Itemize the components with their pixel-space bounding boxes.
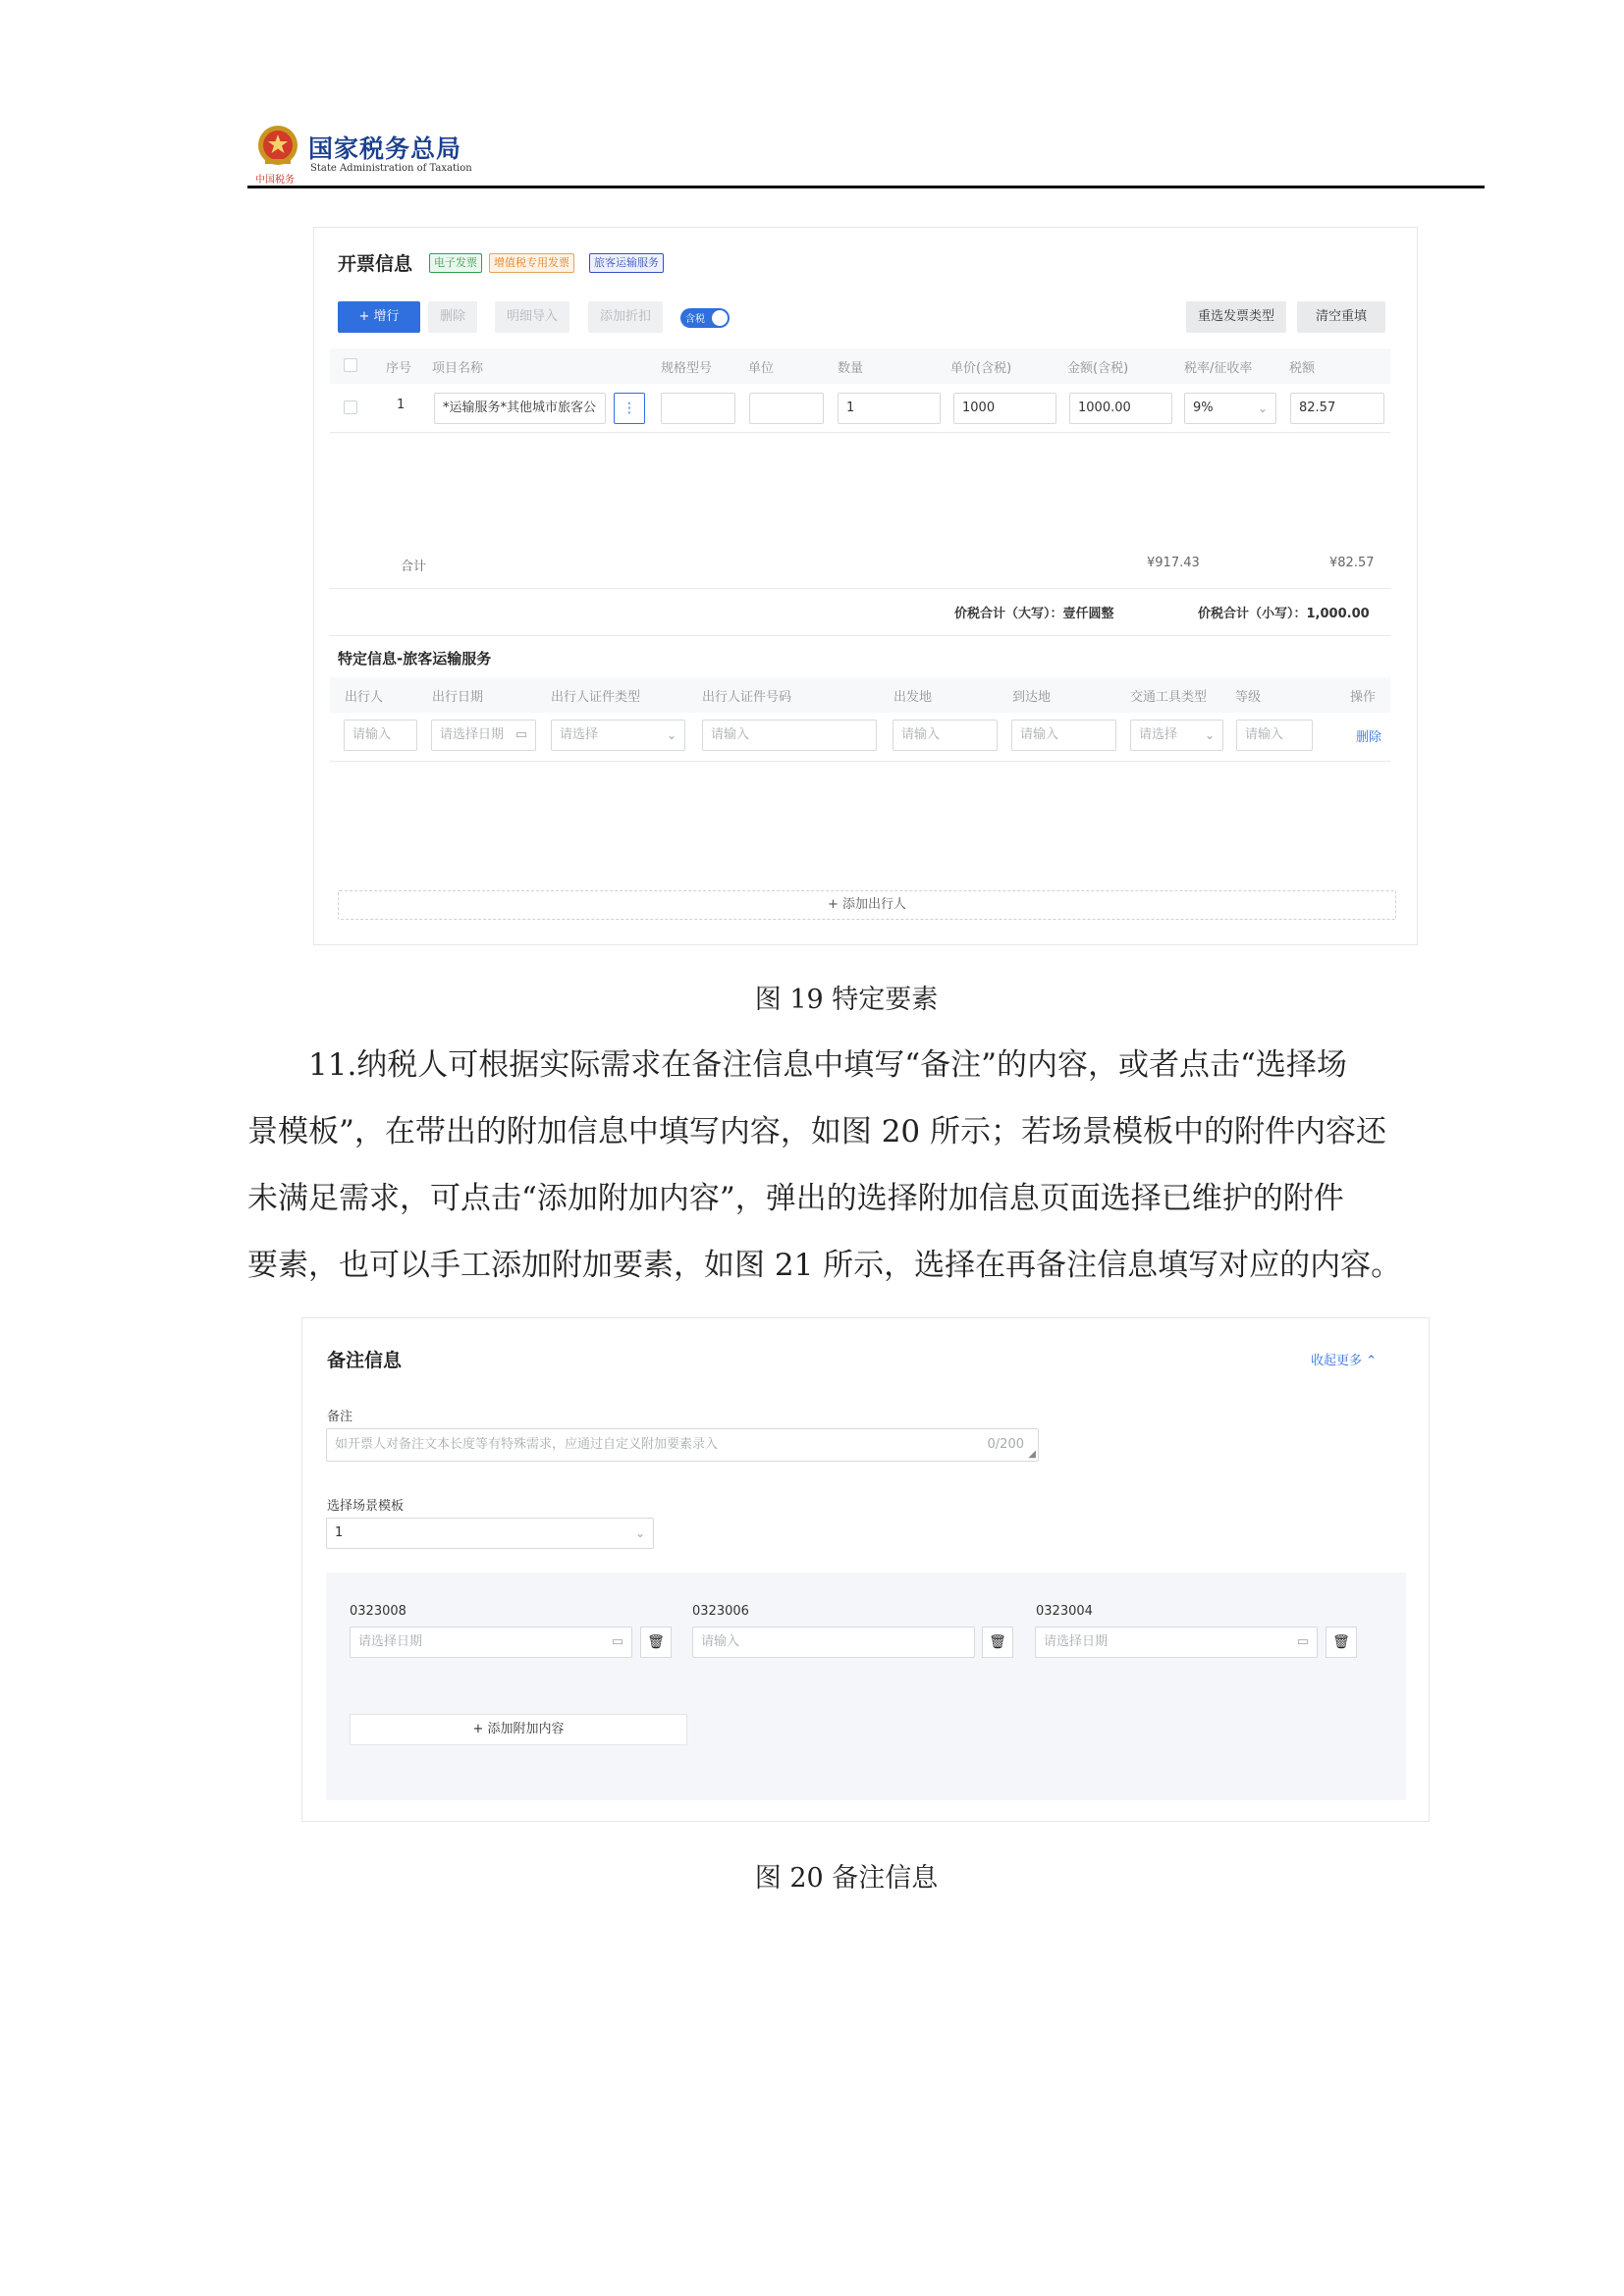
col-amount: 金额(含税) [1067,361,1129,376]
collapse-more-label: 收起更多 [1311,1354,1363,1368]
remark-char-count: 0/200 [987,1437,1024,1452]
sum-divider [330,635,1390,636]
delete-field-2-trash-icon[interactable]: 🗑 [982,1627,1013,1658]
unit-price-input[interactable]: 1000 [953,393,1056,424]
delete-button[interactable]: 删除 [428,301,477,333]
delete-field-1-trash-icon[interactable]: 🗑 [640,1627,672,1658]
field-3-placeholder: 请选择日期 [1044,1634,1109,1649]
paragraph-line-1: 11.纳税人可根据实际需求在备注信息中填写“备注”的内容，或者点击“选择场 [308,1047,1347,1083]
col-id-number: 出行人证件号码 [702,690,792,705]
field-1-date-picker[interactable] [350,1627,632,1658]
figure-20-screenshot [301,1317,1430,1822]
unit-input[interactable] [749,393,824,424]
calendar-icon: ▭ [514,727,527,742]
remark-placeholder: 如开票人对备注文本长度等有特殊需求，应通过自定义附加要素录入 [335,1437,719,1452]
col-vehicle-type: 交通工具类型 [1130,690,1208,705]
field-code-1: 0323008 [350,1604,406,1619]
calendar-icon: ▭ [611,1634,623,1649]
additional-info-panel [326,1573,1406,1800]
figure-19-caption: 图 19 特定要素 [754,985,939,1015]
tag-vat-special-invoice: 增值税专用发票 [489,253,574,273]
chevron-down-icon: ⌄ [1204,728,1215,742]
specific-info-title: 特定信息-旅客运输服务 [338,650,492,667]
sum-upper-label: 价税合计（大写）： [954,607,1063,621]
calendar-icon: ▭ [1296,1634,1309,1649]
col-unit-price: 单价(含税) [950,361,1012,376]
paragraph-line-2: 景模板”，在带出的附加信息中填写内容，如图 20 所示；若场景模板中的附件内容还 [247,1114,1386,1149]
spec-input[interactable] [661,393,735,424]
section-title-invoice: 开票信息 [338,253,413,275]
id-type-placeholder: 请选择 [560,727,599,742]
amount-input[interactable]: 1000.00 [1069,393,1172,424]
travel-date-placeholder: 请选择日期 [440,727,505,742]
more-options-icon[interactable]: ⋮ [614,393,645,424]
figure-20-caption: 图 20 备注信息 [754,1863,939,1894]
chevron-down-icon: ⌄ [666,728,677,742]
field-1-placeholder: 请选择日期 [358,1634,423,1649]
chevron-down-icon: ⌄ [1257,401,1268,415]
total-tax: ¥82.57 [1329,556,1375,570]
clear-refill-button[interactable]: 清空重填 [1297,301,1385,333]
scene-template-select[interactable] [326,1518,654,1549]
col-arrival: 到达地 [1012,690,1052,705]
travel-date-picker[interactable] [431,720,536,751]
col-travel-date: 出行日期 [432,690,484,705]
col-action: 操作 [1350,690,1377,705]
sum-lower-label: 价税合计（小写）： [1198,607,1307,621]
select-all-checkbox[interactable] [344,358,357,372]
template-label: 选择场景模板 [327,1499,405,1514]
col-departure: 出发地 [893,690,933,705]
tax-included-toggle-label: 含税 [685,314,705,325]
qty-input[interactable]: 1 [838,393,941,424]
paragraph-line-4: 要素，也可以手工添加附加要素，如图 21 所示，选择在再备注信息填写对应的内容。 [247,1248,1402,1283]
sum-upper-value: 壹仟圆整 [1062,607,1114,621]
instruction-paragraph [247,1032,1485,1299]
item-name-input[interactable]: *运输服务*其他城市旅客公 [434,393,606,424]
add-discount-button[interactable]: 添加折扣 [588,301,663,333]
tax-rate-value: 9% [1193,400,1214,415]
delete-field-3-trash-icon[interactable]: 🗑 [1326,1627,1357,1658]
field-2-input[interactable]: 请输入 [692,1627,975,1658]
add-additional-content-button[interactable]: + 添加附加内容 [350,1714,687,1745]
specific-table-header [330,677,1390,713]
brand-name-cn: 国家税务总局 [308,134,462,163]
row-checkbox[interactable] [344,400,357,414]
sum-lower [1198,603,1370,621]
field-3-date-picker[interactable] [1035,1627,1318,1658]
traveler-input[interactable]: 请输入 [344,720,417,751]
tax-rate-select[interactable] [1184,393,1276,424]
specific-row-divider [330,761,1390,762]
toggle-knob [712,310,728,326]
figure-19-screenshot [313,227,1418,945]
arrival-input[interactable]: 请输入 [1011,720,1116,751]
col-tax: 税额 [1289,361,1316,376]
level-input[interactable]: 请输入 [1236,720,1313,751]
delete-traveler-link[interactable]: 删除 [1356,730,1382,745]
scene-template-value: 1 [335,1525,344,1540]
col-level: 等级 [1235,690,1262,705]
chevron-up-icon: ⌃ [1366,1354,1378,1368]
tax-input[interactable]: 82.57 [1290,393,1384,424]
detail-import-button[interactable]: 明细导入 [495,301,569,333]
paragraph-line-3: 未满足需求，可点击“添加附加内容”，弹出的选择附加信息页面选择已维护的附件 [247,1181,1344,1216]
col-tax-rate: 税率/征收率 [1184,361,1253,376]
departure-input[interactable]: 请输入 [893,720,998,751]
id-type-select[interactable] [551,720,685,751]
collapse-more-link[interactable] [1311,1350,1377,1368]
resize-handle-icon[interactable]: ◢ [1028,1449,1036,1460]
col-traveler: 出行人 [345,690,384,705]
tag-passenger-transport: 旅客运输服务 [589,253,664,273]
tax-included-toggle[interactable] [680,308,730,328]
col-index: 序号 [386,361,412,376]
page-header [247,124,1485,190]
id-number-input[interactable]: 请输入 [702,720,877,751]
field-code-3: 0323004 [1036,1604,1093,1619]
row-index: 1 [397,398,406,412]
add-row-button[interactable]: + 增行 [338,301,420,333]
section-title-remark: 备注信息 [327,1350,403,1371]
brand-name-en: State Administration of Taxation [310,163,472,174]
vehicle-type-select[interactable] [1130,720,1223,751]
totals-divider [330,588,1390,589]
col-unit: 单位 [748,361,775,376]
reselect-invoice-type-button[interactable]: 重选发票类型 [1186,301,1286,333]
remark-textarea[interactable] [326,1428,1039,1462]
national-emblem-icon [255,124,300,169]
remark-label: 备注 [327,1410,353,1424]
chevron-down-icon: ⌄ [634,1526,645,1540]
row-divider [330,432,1390,433]
col-spec: 规格型号 [661,361,713,376]
col-qty: 数量 [838,361,864,376]
sum-lower-value: 1,000.00 [1306,607,1370,621]
tag-electronic-invoice: 电子发票 [429,253,482,273]
total-label: 合计 [401,560,427,574]
total-amount: ¥917.43 [1147,556,1200,570]
col-id-type: 出行人证件类型 [551,690,641,705]
sum-upper [954,603,1114,621]
field-code-2: 0323006 [692,1604,749,1619]
header-divider [247,186,1485,188]
brand-sub-logo: 中国税务 [255,175,295,186]
col-item-name: 项目名称 [432,361,484,376]
add-traveler-button[interactable]: + 添加出行人 [338,890,1396,920]
vehicle-type-placeholder: 请选择 [1139,727,1178,742]
